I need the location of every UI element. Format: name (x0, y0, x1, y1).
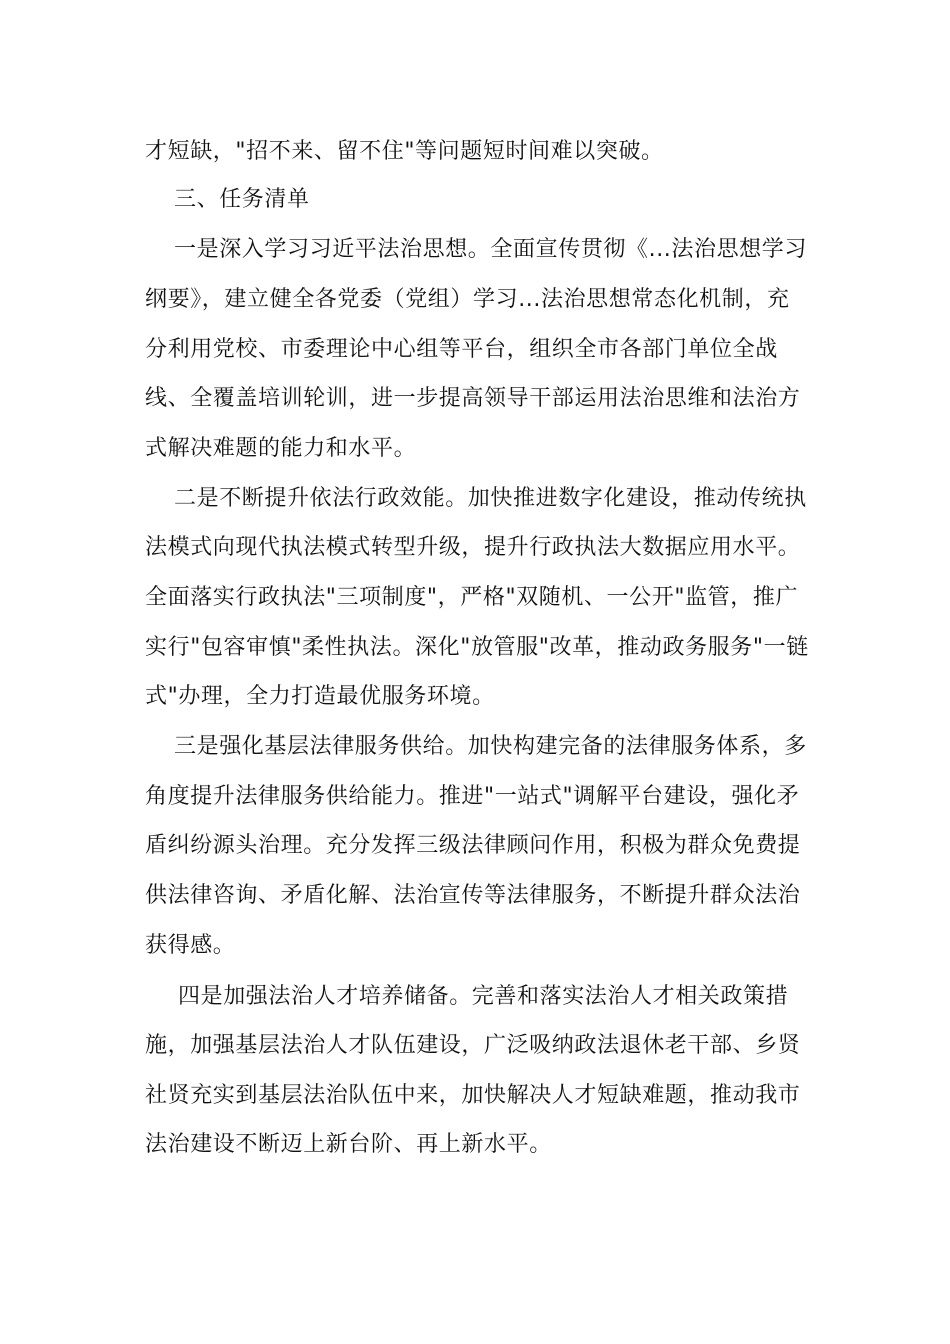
paragraph-line: 分利用党校、市委理论中心组等平台，组织全市各部门单位全战 (145, 337, 778, 362)
paragraph-line: 二是不断提升依法行政效能。加快推进数字化建设，推动传统执 (174, 486, 807, 511)
paragraph-line: 供法律咨询、矛盾化解、法治宣传等法律服务，不断提升群众法治 (145, 883, 801, 908)
paragraph-line: 盾纠纷源头治理。充分发挥三级法律顾问作用，积极为群众免费提 (145, 833, 801, 858)
paragraph-line: 三是强化基层法律服务供给。加快构建完备的法律服务体系，多 (174, 734, 807, 759)
paragraph-line: 获得感。 (145, 933, 236, 958)
paragraph-line: 施，加强基层法治人才队伍建设，广泛吸纳政法退休老干部、乡贤 (145, 1033, 801, 1058)
paragraph-line: 法模式向现代执法模式转型升级，提升行政执法大数据应用水平。 (145, 535, 801, 560)
paragraph-line: 纲要》，建立健全各党委（党组）学习...法治思想常态化机制，充 (145, 287, 790, 312)
paragraph-line: 社贤充实到基层法治队伍中来，加快解决人才短缺难题，推动我市 (145, 1083, 801, 1108)
paragraph-line: 式解决难题的能力和水平。 (145, 436, 417, 461)
paragraph-line: 全面落实行政执法"三项制度"，严格"双随机、一公开"监管，推广 (145, 585, 799, 610)
paragraph-line: 法治建设不断迈上新台阶、再上新水平。 (145, 1132, 552, 1157)
paragraph-line: 角度提升法律服务供给能力。推进"一站式"调解平台建设，强化矛 (145, 784, 800, 809)
continuation-line: 才短缺，"招不来、留不住"等问题短时间难以突破。 (145, 139, 664, 164)
paragraph-line: 一是深入学习习近平法治思想。全面宣传贯彻《...法治思想学习 (174, 237, 807, 262)
paragraph-line: 线、全覆盖培训轮训，进一步提高领导干部运用法治思维和法治方 (145, 386, 801, 411)
section-heading: 三、任务清单 (174, 187, 310, 212)
paragraph-line: 四是加强法治人才培养储备。完善和落实法治人才相关政策措 (178, 984, 789, 1009)
paragraph-line: 实行"包容审慎"柔性执法。深化"放管服"改革，推动政务服务"一链 (145, 635, 809, 660)
paragraph-line: 式"办理，全力打造最优服务环境。 (145, 684, 495, 709)
